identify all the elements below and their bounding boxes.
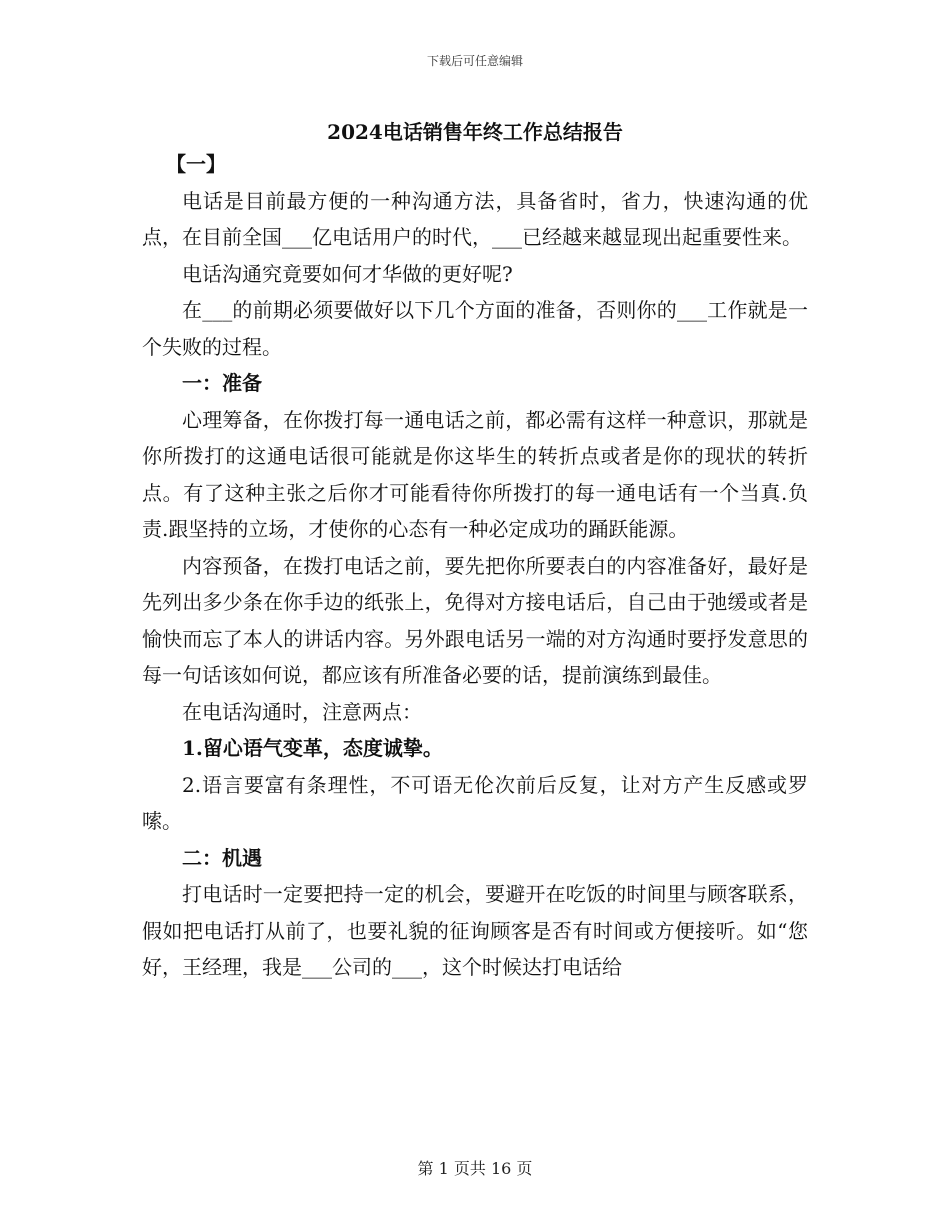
paragraph: 电话是目前最方便的一种沟通方法，具备省时，省力，快速沟通的优点，在目前全国___亿电话用户的时代，___已经越来越显现出起重要性来。 <box>142 188 808 249</box>
paragraph: 心理筹备，在你拨打每一通电话之前，都必需有这样一种意识，那就是你所拨打的这通电话很可能就是你这毕生的转折点或者是你的现状的转折点。有了这种主张之后你才可能看待你所拨打的每一通电话有一个当真.负责.跟坚持的立场，才使你的心态有一种必定成功的踊跃能源。 <box>142 407 808 541</box>
document-title: 2024电话销售年终工作总结报告 <box>327 120 623 144</box>
page-footer: 第 1 页共 16 页 <box>417 1159 533 1178</box>
paragraph: 在___的前期必须要做好以下几个方面的准备，否则你的___工作就是一个失败的过程。 <box>142 298 808 359</box>
list-item-bold: 1.留心语气变革，态度诚挚。 <box>182 736 443 760</box>
section-heading-preparation: 一：准备 <box>182 371 262 395</box>
section-marker: 【一】 <box>166 152 226 176</box>
paragraph: 内容预备，在拨打电话之前，要先把你所要表白的内容准备好，最好是先列出多少条在你手边的纸张上，免得对方接电话后，自己由于弛缓或者是愉快而忘了本人的讲话内容。另外跟电话另一端的对方沟通时要抒发意思的每一句话该如何说，都应该有所准备必要的话，提前演练到最佳。 <box>142 553 808 687</box>
paragraph: 电话沟通究竟要如何才华做的更好呢? <box>182 261 513 286</box>
list-item: 2.语言要富有条理性，不可语无伦次前后反复，让对方产生反感或罗嗦。 <box>142 772 808 833</box>
page-header-note: 下载后可任意编辑 <box>426 54 523 68</box>
document-body <box>142 146 808 986</box>
section-heading-opportunity: 二：机遇 <box>182 845 262 870</box>
paragraph: 打电话时一定要把持一定的机会，要避开在吃饭的时间里与顾客联系，假如把电话打从前了，也要礼貌的征询顾客是否有时间或方便接听。如“您好，王经理，我是___公司的___，这个时候达打电话给 <box>142 882 808 979</box>
paragraph: 在电话沟通时，注意两点： <box>182 699 422 724</box>
